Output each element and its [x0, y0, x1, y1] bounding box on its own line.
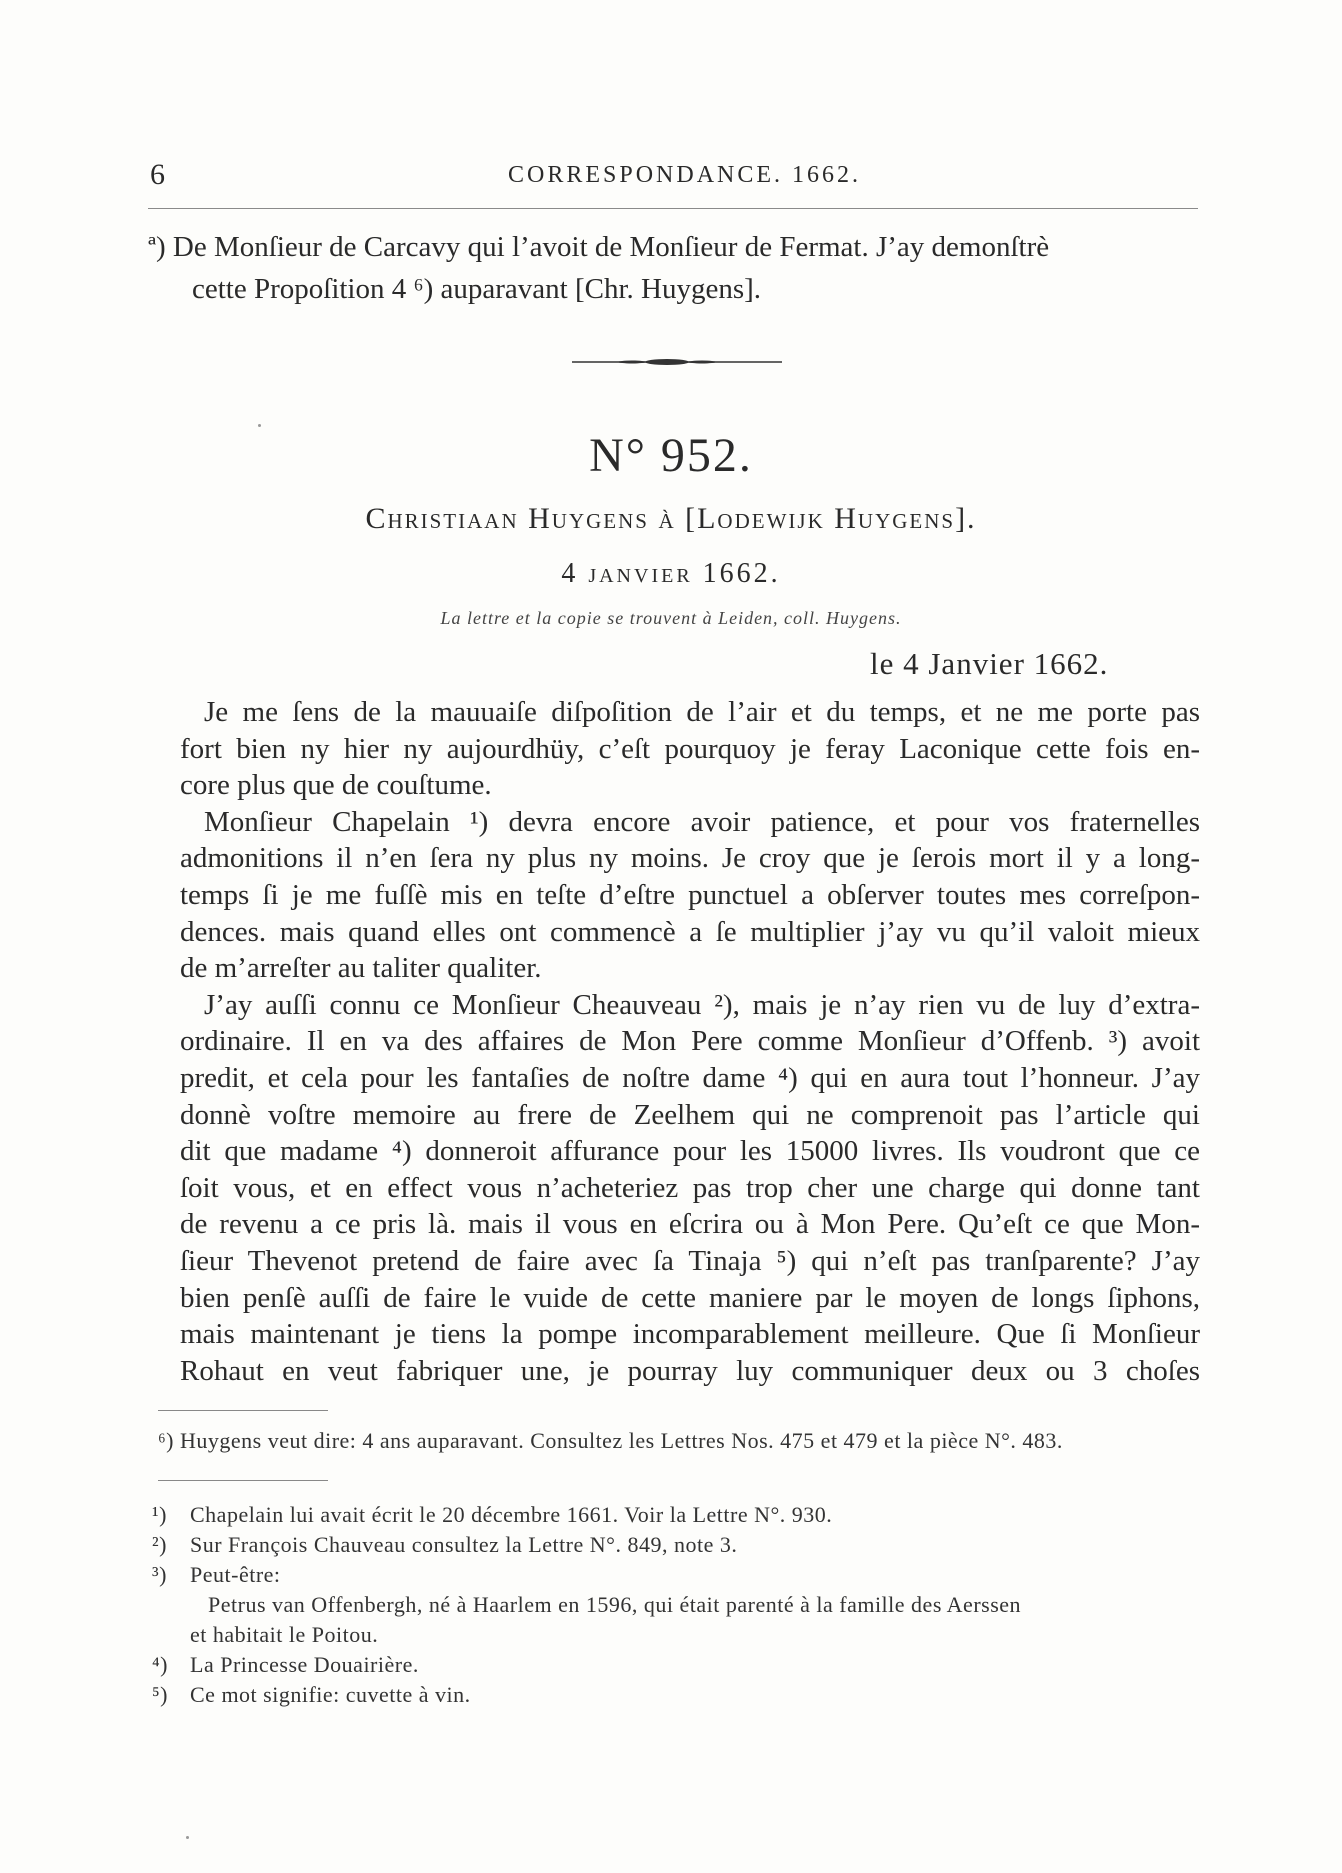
- body-line: predit, et cela pour les fantaſies de noſtre dame ⁴) qui en aura tout l’honneur. J’ay: [180, 1061, 1200, 1094]
- body-line: bien penſè auſſi de faire le vuide de cette maniere par le moyen de longs ſiphons,: [180, 1281, 1200, 1314]
- page-number: 6: [150, 158, 165, 191]
- body-line: Je me ſens de la mauuaiſe diſpoſition de l’air et du temps, et ne me porte pas: [204, 696, 1200, 728]
- paper-speck: [258, 424, 261, 427]
- body-line: core plus que de couſtume.: [180, 769, 492, 802]
- footnote-4: ⁴) La Princesse Douairière.: [152, 1652, 419, 1677]
- letter-date: 4 janvier 1662.: [561, 558, 781, 589]
- footnote-3: ³) Peut-être:: [152, 1562, 281, 1587]
- letter-body: [180, 694, 1200, 1389]
- body-line: dences. mais quand elles ont commencè a ſe multiplier j’ay vu qu’il valoit mieux: [180, 915, 1200, 948]
- footnote-2: ²) Sur François Chauveau consultez la Lettre N°. 849, note 3.: [152, 1532, 738, 1557]
- paper-speck: [186, 1836, 189, 1839]
- body-line: de revenu a ce pris là. mais il vous en eſcrira ou à Mon Pere. Qu’eſt ce que Mon-: [180, 1208, 1200, 1241]
- body-line: mais maintenant je tiens la pompe incomparablement meilleure. Que ſi Monſieur: [180, 1318, 1200, 1351]
- ornament-divider: [572, 356, 782, 368]
- letter-dateline: le 4 Janvier 1662.: [870, 646, 1109, 681]
- body-line: ſieur Thevenot pretend de faire avec ſa Tinaja ⁵) qui n’eſt pas tranſparente? J’ay: [180, 1244, 1200, 1277]
- body-line: de m’arreſter au taliter qualiter.: [180, 952, 542, 985]
- letter-source: La lettre et la copie se trouvent à Leiden, coll. Huygens.: [440, 608, 902, 628]
- body-line: temps ſi je me fuſſè mis en teſte d’eſtre punctuel a obſerver toutes mes correſpon-: [180, 878, 1200, 911]
- letter-number: N° 952.: [589, 429, 753, 482]
- footnote-3-detail: Petrus van Offenbergh, né à Haarlem en 1596, qui était parenté à la famille des Aerssen: [208, 1592, 1022, 1617]
- body-line: ordinaire. Il en va des affaires de Mon Pere comme Monſieur d’Offenb. ³) avoit: [180, 1025, 1200, 1058]
- body-line: fort bien ny hier ny aujourdhüy, c’eſt pourquoy je feray Laconique cette fois en-: [180, 732, 1200, 765]
- footnote-rule: [158, 1410, 328, 1411]
- letter-correspondents: Christiaan Huygens à [Lodewijk Huygens].: [365, 502, 977, 535]
- body-line: ſoit vous, et en effect vous n’acheteriez pas trop cher une charge qui donne tant: [180, 1171, 1200, 1204]
- footnote-rule: [158, 1480, 328, 1481]
- body-line: J’ay auſſi connu ce Monſieur Cheauveau ²), mais je n’ay rien vu de luy d’extra-: [204, 988, 1200, 1021]
- footnote-5: ⁵) Ce mot signifie: cuvette à vin.: [152, 1682, 471, 1707]
- running-head: CORRESPONDANCE. 1662.: [508, 162, 862, 188]
- body-line: Monſieur Chapelain ¹) devra encore avoir patience, et pour vos fraternelles: [204, 805, 1200, 838]
- top-footnote: [148, 226, 1208, 310]
- top-footnote-line-1: ª) De Monſieur de Carcavy qui l’avoit de Monſieur de Fermat. J’ay demonſtrè: [148, 231, 1050, 263]
- footnote-6: ⁶) Huygens veut dire: 4 ans auparavant. Consultez les Lettres Nos. 475 et 479 et la pièce N°. 483.: [158, 1428, 1063, 1453]
- top-footnote-line-2: cette Propoſition 4 ⁶) auparavant [Chr. Huygens].: [192, 273, 762, 305]
- footnote-1: ¹) Chapelain lui avait écrit le 20 décembre 1661. Voir la Lettre N°. 930.: [152, 1502, 833, 1527]
- header-rule: [148, 208, 1198, 209]
- footnotes: [152, 1500, 1212, 1710]
- body-line: donnè voſtre memoire au frere de Zeelhem qui ne comprenoit pas l’article qui: [180, 1098, 1200, 1131]
- body-line: admonitions il n’en ſera ny plus ny moins. Je croy que je ſerois mort il y a long-: [180, 842, 1200, 875]
- footnote-3-detail: et habitait le Poitou.: [190, 1622, 379, 1647]
- page-header: [148, 158, 1198, 198]
- body-line: Rohaut en veut fabriquer une, je pourray luy communiquer deux ou 3 choſes: [180, 1354, 1200, 1387]
- body-line: dit que madame ⁴) donneroit affurance pour les 15000 livres. Ils voudront que ce: [180, 1135, 1200, 1168]
